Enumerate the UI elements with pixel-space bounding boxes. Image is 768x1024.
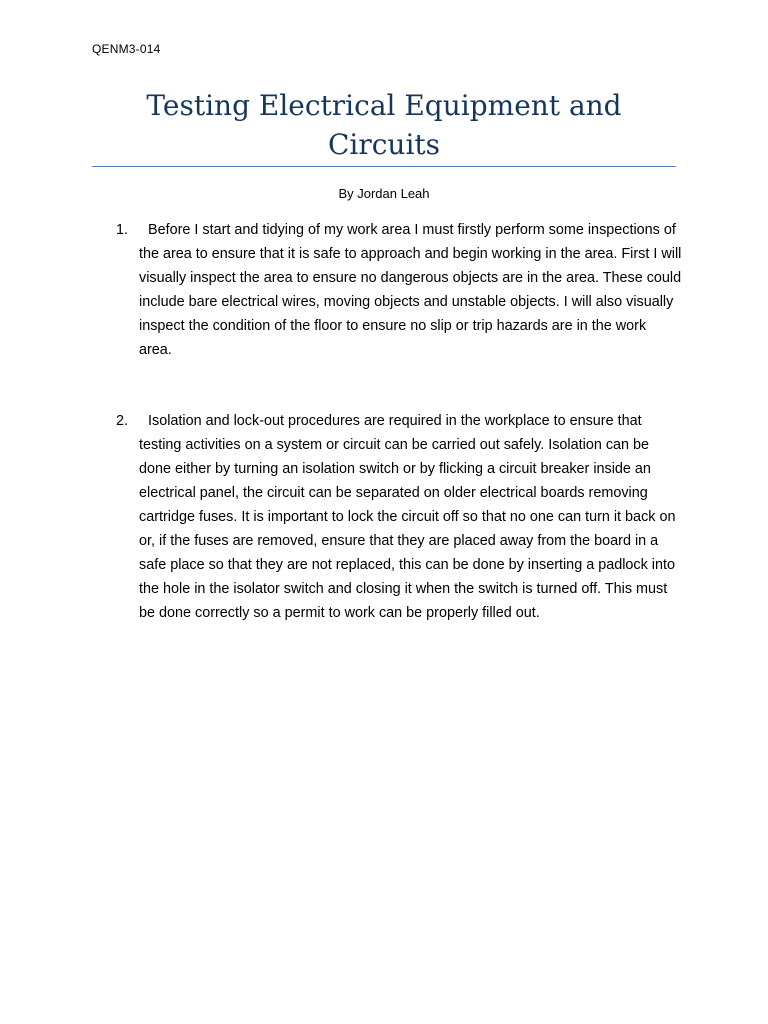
list-item-number: 2. — [116, 413, 129, 429]
title-divider — [92, 166, 676, 167]
list-item — [116, 218, 682, 362]
document-code: QENM3-014 — [92, 42, 161, 56]
list-item-text: Before I start and tidying of my work area I must firstly perform some inspections of the area to ensure that it is safe to approach and begin working in the area. First I will visually inspect the area to ensure no dangerous objects are in the area. These could include bare electrical wires, moving objects and unstable objects. I will also visually inspect the condition of the floor to ensure no slip or trip hazards are in the work area. — [139, 222, 682, 358]
author-byline: By Jordan Leah — [338, 186, 430, 201]
list-item-text: Isolation and lock-out procedures are required in the workplace to ensure that testing activities on a system or circuit can be carried out safely. Isolation can be done either by turning an isolation switch or by flicking a circuit breaker inside an electrical panel, the circuit can be separated on older electrical boards removing cartridge fuses. It is important to lock the circuit off so that no one can turn it back on or, if the fuses are removed, ensure that they are placed away from the board in a safe place so that they are not replaced, this can be done by inserting a padlock into the hole in the isolator switch and closing it when the switch is turned off. This must be done correctly so a permit to work can be properly filled out. — [139, 413, 676, 621]
document-title: Testing Electrical Equipment and Circuits — [146, 89, 622, 161]
list-item-number: 1. — [116, 222, 129, 238]
list-item — [116, 409, 682, 625]
